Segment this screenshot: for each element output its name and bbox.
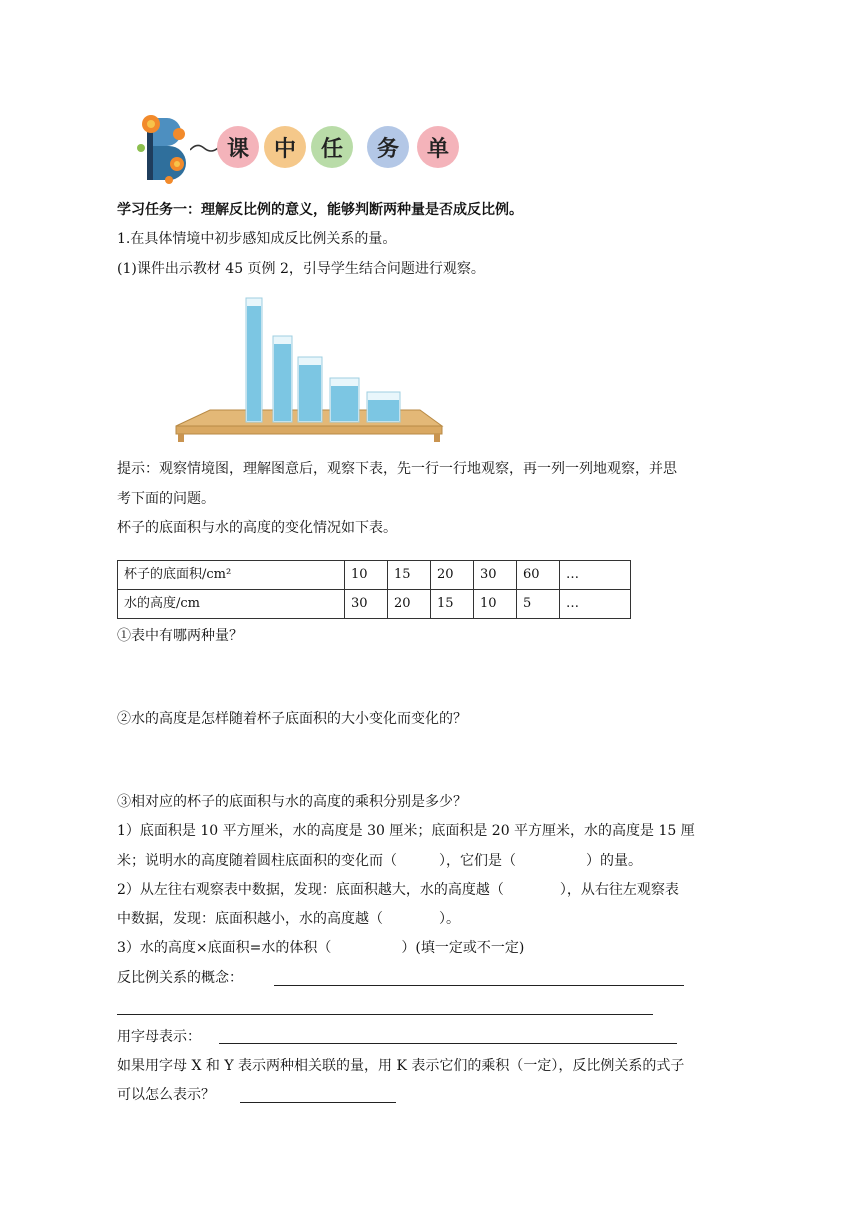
- table-cell: 20: [431, 561, 474, 590]
- table-cell: 20: [388, 590, 431, 619]
- step1-heading: 1.在具体情境中初步感知成反比例关系的量。: [117, 231, 397, 247]
- answer-3: 3）水的高度×底面积=水的体积（ ）(填一定或不一定): [117, 940, 525, 956]
- table-cell: …: [560, 590, 631, 619]
- badge-dan: 单: [417, 126, 459, 168]
- table-cell: 30: [474, 561, 517, 590]
- header-connector: [190, 140, 220, 156]
- header-logo-b: [133, 108, 193, 186]
- table-cell: 30: [345, 590, 388, 619]
- concept-blank-1[interactable]: [274, 985, 684, 986]
- table-cell: 60: [517, 561, 560, 590]
- table-cell: 15: [431, 590, 474, 619]
- xy-blank[interactable]: [240, 1102, 396, 1103]
- xy-question-line-1: 如果用字母 X 和 Y 表示两种相关联的量，用 K 表示它们的乘积（一定），反比例关系的式子: [117, 1058, 685, 1074]
- table-intro: 杯子的底面积与水的高度的变化情况如下表。: [117, 520, 397, 536]
- table-row: [118, 590, 631, 619]
- letter-label: 用字母表示：: [117, 1029, 201, 1045]
- xy-question-line-2: 可以怎么表示？: [117, 1087, 215, 1103]
- table-cell: 杯子的底面积/cm²: [118, 561, 345, 590]
- concept-label: 反比例关系的概念：: [117, 970, 243, 986]
- step1-sub: (1)课件出示教材 45 页例 2，引导学生结合问题进行观察。: [117, 261, 485, 277]
- question-3: ③相对应的杯子的底面积与水的高度的乘积分别是多少？: [117, 794, 467, 810]
- badge-ke: 课: [217, 126, 259, 168]
- table-cell: 5: [517, 590, 560, 619]
- answer-1-line-1: 1）底面积是 10 平方厘米，水的高度是 30 厘米；底面积是 20 平方厘米，水的高度是 15 厘: [117, 823, 695, 839]
- table-cell: 水的高度/cm: [118, 590, 345, 619]
- task-title: 学习任务一：理解反比例的意义，能够判断两种量是否成反比例。: [117, 202, 523, 218]
- question-1: ①表中有哪两种量？: [117, 628, 243, 644]
- letter-blank[interactable]: [219, 1043, 677, 1044]
- answer-1-line-2: 米；说明水的高度随着圆柱底面积的变化而（ ），它们是（ ）的量。: [117, 853, 642, 869]
- question-2: ②水的高度是怎样随着杯子底面积的大小变化而变化的？: [117, 711, 467, 727]
- hint-line-2: 考下面的问题。: [117, 491, 215, 507]
- answer-2-line-2: 中数据，发现：底面积越小，水的高度越（ ）。: [117, 911, 460, 927]
- hint-line-1: 提示：观察情境图，理解图意后，观察下表，先一行一行地观察，再一列一列地观察，并思: [117, 461, 677, 477]
- cups-illustration: [172, 292, 454, 444]
- table-cell: 10: [474, 590, 517, 619]
- table-cell: 10: [345, 561, 388, 590]
- concept-blank-2[interactable]: [117, 1014, 653, 1015]
- badge-ren: 任: [311, 126, 353, 168]
- table-row: [118, 561, 631, 590]
- badge-wu: 务: [367, 126, 409, 168]
- answer-2-line-1: 2）从左往右观察表中数据，发现：底面积越大，水的高度越（ ），从右往左观察表: [117, 882, 679, 898]
- table-cell: …: [560, 561, 631, 590]
- table-cell: 15: [388, 561, 431, 590]
- badge-zhong: 中: [264, 126, 306, 168]
- data-table: [117, 560, 631, 619]
